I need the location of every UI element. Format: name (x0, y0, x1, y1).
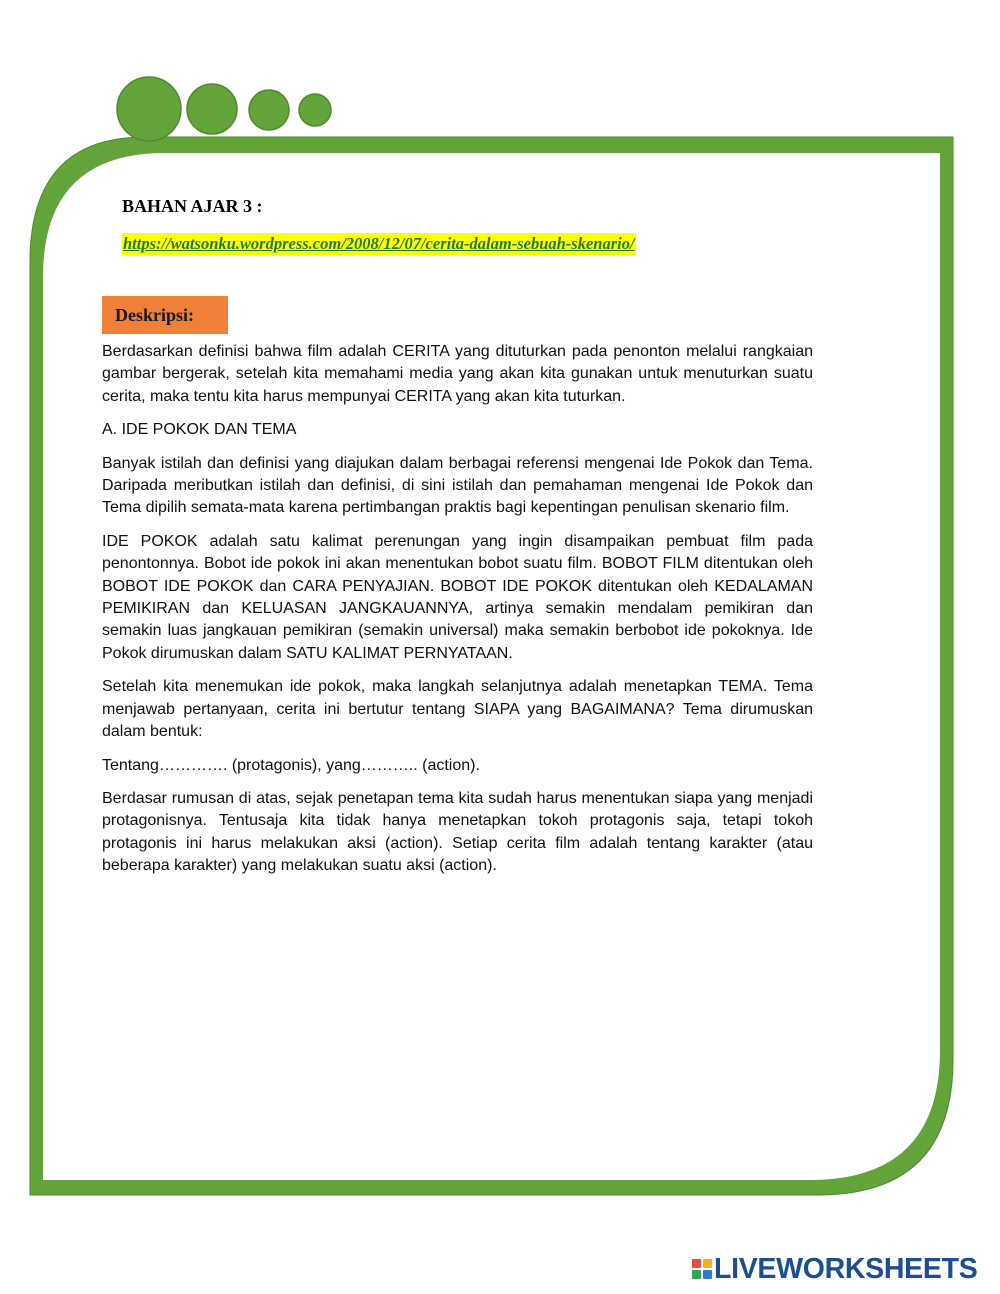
paragraph-tema: Setelah kita menemukan ide pokok, maka langkah selanjutnya adalah menetapkan TEMA. Tema menjawab pertanyaan, cerita ini bertutur tentang SIAPA yang BAGAIMANA? Tema dirumuskan dalam bentuk: (102, 678, 813, 741)
paragraph-intro: Berdasarkan definisi bahwa film adalah CERITA yang dituturkan pada penonton melalui rangkaian gambar bergerak, setelah kita memahami media yang akan kita gunakan untuk menuturkan suatu cerita, maka tentu kita harus mempunyai CERITA yang akan kita tuturkan. (102, 343, 813, 405)
formula-line: Tentang…………. (protagonis), yang……….. (action). (102, 756, 480, 774)
source-link[interactable]: https://watsonku.wordpress.com/2008/12/07/cerita-dalam-sebuah-skenario/ (123, 234, 635, 253)
paragraph-terms: Banyak istilah dan definisi yang diajukan dalam berbagai referensi mengenai Ide Pokok dan Tema. Daripada meributkan istilah dan definisi, di sini istilah dan pemahaman mengenai Ide Pokok dan Tema dipilih semata-mata karena pertimbangan praktis bagi kepentingan penulisan skenario film. (102, 454, 813, 517)
logo-mark-square (703, 1259, 712, 1268)
decor-circle-3 (249, 90, 289, 130)
paragraph-protagonist: Berdasar rumusan di atas, sejak penetapan tema kita sudah harus menentukan siapa yang menjadi protagonisnya. Tentusaja kita tidak hanya menetapkan tokoh protagonis saja, tetapi tokoh protagonis ini harus melakukan aksi (action). Setiap cerita film adalah tentang karakter (atau beberapa karakter) yang melakukan suatu aksi (action). (102, 789, 813, 875)
description-badge: Deskripsi: (102, 296, 228, 334)
decor-circle-4 (299, 94, 331, 126)
content-body (102, 341, 813, 889)
logo-mark-square (703, 1270, 712, 1279)
lesson-title: BAHAN AJAR 3 : (122, 196, 263, 216)
paragraph-ide-pokok: IDE POKOK adalah satu kalimat perenungan yang ingin disampaikan pembuat film pada penontonnya. Bobot ide pokok ini akan menentukan bobot suatu film. BOBOT FILM ditentukan oleh BOBOT IDE POKOK dan CARA PENYAJIAN. BOBOT IDE POKOK ditentukan oleh KEDALAMAN PEMIKIRAN dan KELUASAN JANGKAUANNYA, artinya semakin mendalam pemikiran dan semakin luas jangkauan pemikiran (semakin universal) maka semakin berbobot ide pokoknya. Ide Pokok dirumuskan dalam SATU KALIMAT PERNYATAAN. (102, 532, 813, 662)
logo-mark-square (692, 1259, 701, 1268)
liveworksheets-logo (692, 1253, 977, 1285)
decor-circle-1 (117, 77, 181, 141)
section-heading: A. IDE POKOK DAN TEMA (102, 421, 297, 439)
logo-mark-icon (692, 1259, 712, 1279)
logo-mark-square (692, 1270, 701, 1279)
logo-text: LIVEWORKSHEETS (714, 1252, 978, 1285)
decor-circle-2 (187, 84, 237, 134)
